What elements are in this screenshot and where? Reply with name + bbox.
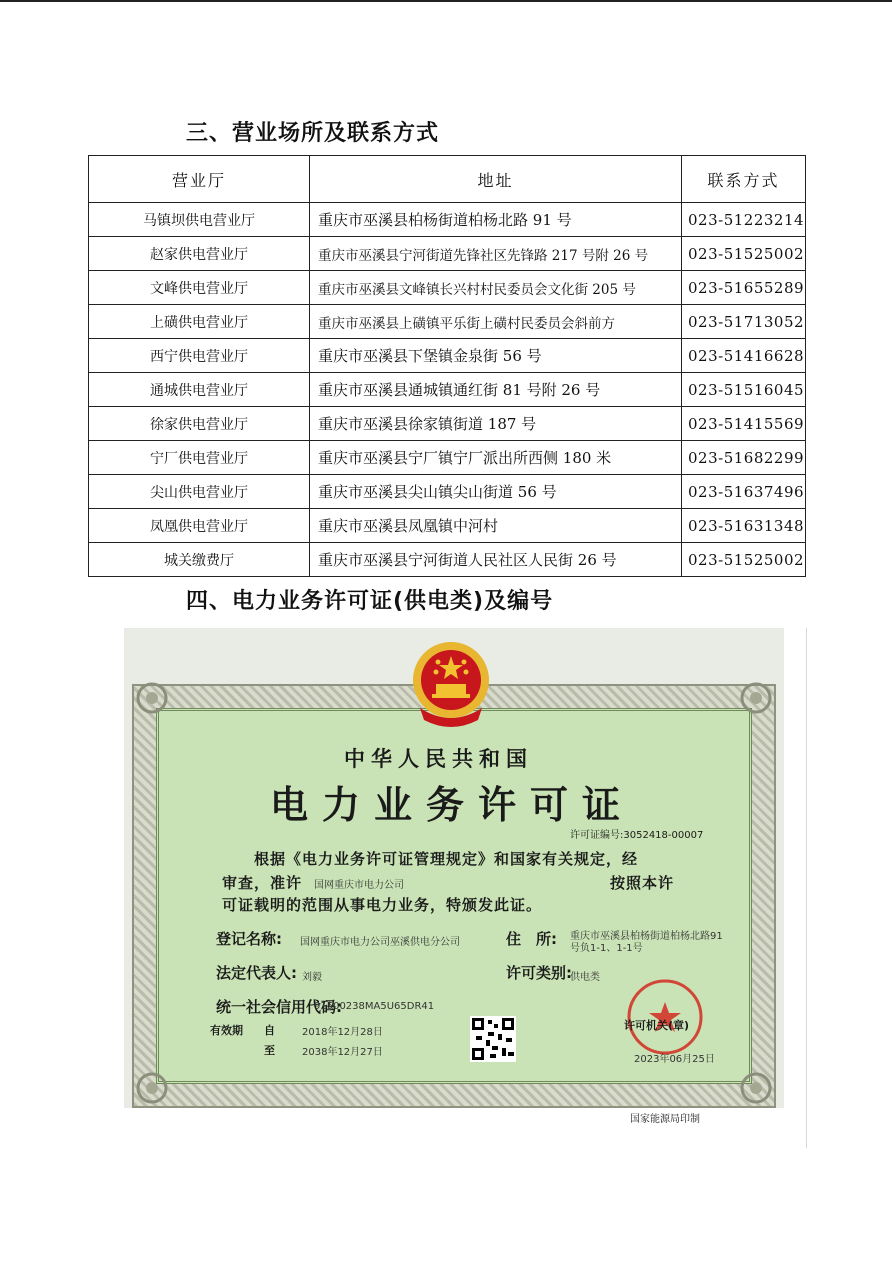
table-row bbox=[89, 339, 806, 373]
hall-address: 重庆市巫溪县通城镇通红街 81 号附 26 号 bbox=[310, 373, 682, 407]
hall-name: 凤凰供电营业厅 bbox=[89, 509, 310, 543]
table-row bbox=[89, 441, 806, 475]
hall-address: 重庆市巫溪县尖山镇尖山街道 56 号 bbox=[310, 475, 682, 509]
hall-phone: 023-51713052 bbox=[682, 305, 806, 339]
validity-from-date: 2018年12月28日 bbox=[302, 1027, 383, 1038]
certificate-title: 电力业务许可证 bbox=[270, 782, 635, 827]
hall-address: 重庆市巫溪县凤凰镇中河村 bbox=[310, 509, 682, 543]
validity-to-date: 2038年12月27日 bbox=[302, 1047, 383, 1058]
license-type-value: 供电类 bbox=[570, 972, 600, 983]
corner-ornament-icon bbox=[132, 678, 172, 718]
hall-name: 徐家供电营业厅 bbox=[89, 407, 310, 441]
address-label: 住 所: bbox=[506, 930, 557, 948]
registered-name-value: 国网重庆市电力公司巫溪供电分公司 bbox=[300, 937, 460, 948]
table-row bbox=[89, 271, 806, 305]
section-heading-business-locations: 三、营业场所及联系方式 bbox=[186, 121, 440, 146]
hall-phone: 023-51415569 bbox=[682, 407, 806, 441]
hall-name: 通城供电营业厅 bbox=[89, 373, 310, 407]
hall-phone: 023-51631348 bbox=[682, 509, 806, 543]
credit-code-label: 统一社会信用代码: bbox=[216, 998, 342, 1016]
hall-name: 马镇坝供电营业厅 bbox=[89, 203, 310, 237]
issue-date: 2023年06月25日 bbox=[634, 1054, 715, 1065]
table-row bbox=[89, 407, 806, 441]
power-business-license-certificate bbox=[124, 628, 808, 1148]
table-row bbox=[89, 475, 806, 509]
corner-ornament-icon bbox=[132, 1068, 172, 1108]
license-number: 许可证编号:3052418-00007 bbox=[570, 830, 704, 841]
hall-name: 城关缴费厅 bbox=[89, 543, 310, 577]
corner-ornament-icon bbox=[736, 678, 776, 718]
hall-phone: 023-51682299 bbox=[682, 441, 806, 475]
certificate-paragraph-line: 根据《电力业务许可证管理规定》和国家有关规定，经 bbox=[254, 850, 639, 868]
address-value: 重庆市巫溪县柏杨街道柏杨北路91 bbox=[570, 931, 723, 942]
hall-address: 重庆市巫溪县徐家镇街道 187 号 bbox=[310, 407, 682, 441]
certificate-paragraph-line: 按照本许 bbox=[610, 874, 675, 892]
registered-name-label: 登记名称: bbox=[216, 930, 282, 948]
legal-representative-value: 刘毅 bbox=[302, 972, 322, 983]
hall-address: 重庆市巫溪县文峰镇长兴村村民委员会文化街 205 号 bbox=[310, 271, 682, 305]
top-rule bbox=[0, 0, 892, 2]
qr-code-icon bbox=[470, 1016, 516, 1062]
hall-phone: 023-51525002 bbox=[682, 543, 806, 577]
hall-phone: 023-51525002 bbox=[682, 237, 806, 271]
hall-name: 赵家供电营业厅 bbox=[89, 237, 310, 271]
hall-name: 西宁供电营业厅 bbox=[89, 339, 310, 373]
certificate-country: 中华人民共和国 bbox=[344, 747, 533, 771]
validity-label: 有效期 bbox=[210, 1024, 243, 1037]
table-row bbox=[89, 203, 806, 237]
hall-phone: 023-51416628 bbox=[682, 339, 806, 373]
national-emblem-icon bbox=[408, 638, 494, 730]
hall-name: 文峰供电营业厅 bbox=[89, 271, 310, 305]
hall-phone: 023-51223214 bbox=[682, 203, 806, 237]
column-header-address: 地址 bbox=[310, 156, 682, 203]
address-value: 号负1-1、1-1号 bbox=[570, 943, 643, 954]
table-header-row bbox=[89, 156, 806, 203]
column-header-hall: 营业厅 bbox=[89, 156, 310, 203]
certificate-paragraph-line: 审查，准许 bbox=[222, 874, 303, 892]
hall-address: 重庆市巫溪县宁河街道人民社区人民街 26 号 bbox=[310, 543, 682, 577]
section-heading-power-license: 四、电力业务许可证(供电类)及编号 bbox=[186, 589, 554, 614]
legal-representative-label: 法定代表人: bbox=[216, 964, 297, 982]
validity-to-label: 至 bbox=[264, 1044, 275, 1057]
hall-phone: 023-51655289 bbox=[682, 271, 806, 305]
validity-from-label: 自 bbox=[264, 1024, 275, 1037]
certificate-paragraph-line: 可证载明的范围从事电力业务，特颁发此证。 bbox=[222, 896, 543, 914]
hall-phone: 023-51637496 bbox=[682, 475, 806, 509]
column-header-contact: 联系方式 bbox=[682, 156, 806, 203]
hall-address: 重庆市巫溪县宁厂镇宁厂派出所西侧 180 米 bbox=[310, 441, 682, 475]
printer-note: 国家能源局印制 bbox=[630, 1114, 700, 1125]
hall-name: 宁厂供电营业厅 bbox=[89, 441, 310, 475]
hall-address: 重庆市巫溪县下堡镇金泉街 56 号 bbox=[310, 339, 682, 373]
hall-name: 上磺供电营业厅 bbox=[89, 305, 310, 339]
licensed-company: 国网重庆市电力公司 bbox=[314, 880, 404, 891]
hall-phone: 023-51516045 bbox=[682, 373, 806, 407]
table-row bbox=[89, 509, 806, 543]
table-row bbox=[89, 543, 806, 577]
issuing-authority: 许可机关(章) bbox=[624, 1019, 690, 1032]
corner-ornament-icon bbox=[736, 1068, 776, 1108]
business-hall-table bbox=[88, 155, 806, 577]
hall-address: 重庆市巫溪县柏杨街道柏杨北路 91 号 bbox=[310, 203, 682, 237]
table-row bbox=[89, 305, 806, 339]
hall-address: 重庆市巫溪县宁河街道先锋社区先锋路 217 号附 26 号 bbox=[310, 237, 682, 271]
table-row bbox=[89, 373, 806, 407]
table-row bbox=[89, 237, 806, 271]
hall-name: 尖山供电营业厅 bbox=[89, 475, 310, 509]
license-type-label: 许可类别: bbox=[506, 964, 572, 982]
credit-code-value: 91500238MA5U65DR41 bbox=[314, 1001, 435, 1012]
hall-address: 重庆市巫溪县上磺镇平乐街上磺村民委员会斜前方 bbox=[310, 305, 682, 339]
